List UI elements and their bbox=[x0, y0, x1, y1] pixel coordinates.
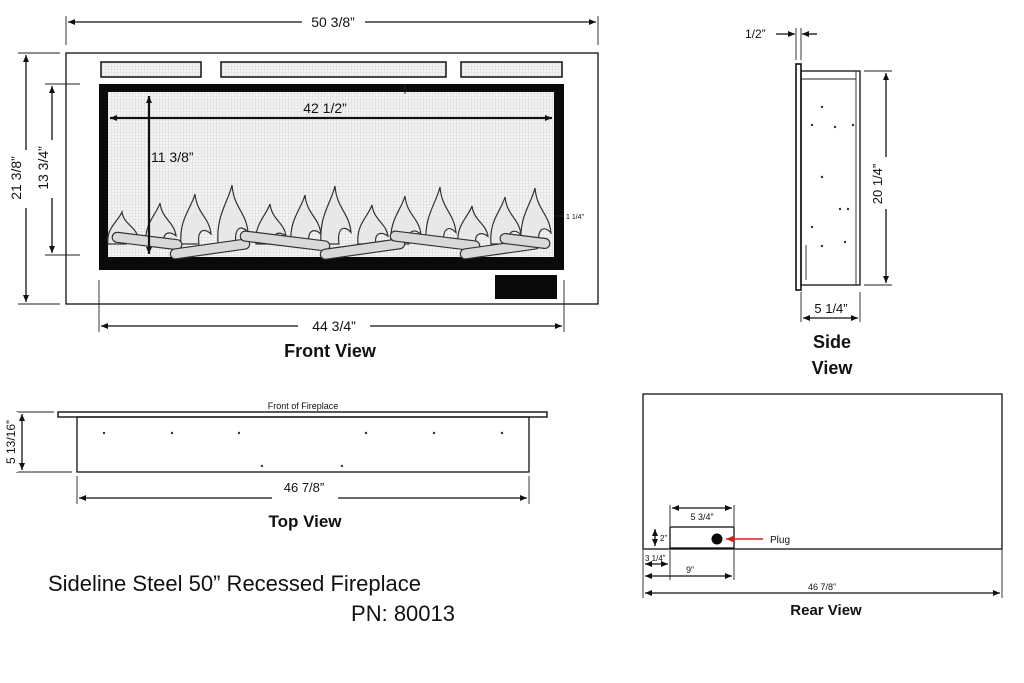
vent-center bbox=[221, 62, 446, 77]
rear-box-height: 2” bbox=[660, 534, 668, 543]
front-frame-top: 1 1/4” bbox=[408, 87, 426, 94]
front-overall-height: 21 3/8” bbox=[8, 156, 24, 200]
front-body-width: 44 3/4” bbox=[312, 318, 356, 334]
vent-left bbox=[101, 62, 201, 77]
rear-overall-width: 46 7/8” bbox=[807, 582, 837, 592]
side-height: 20 1/4” bbox=[870, 163, 885, 205]
side-flange-depth: 1/2” bbox=[745, 27, 766, 41]
top-view bbox=[4, 401, 547, 531]
front-glass-width: 42 1/2” bbox=[303, 100, 347, 116]
front-glass-height: 11 3/8” bbox=[151, 149, 194, 165]
rear-view-title: Rear View bbox=[790, 602, 862, 619]
front-of-fireplace-caption: Front of Fireplace bbox=[267, 401, 339, 411]
side-view-title-line2: View bbox=[811, 358, 853, 378]
rear-junction-box bbox=[670, 527, 734, 548]
side-body bbox=[801, 71, 860, 285]
side-flange bbox=[796, 64, 801, 290]
top-screw-holes bbox=[103, 432, 503, 467]
plug-label: Plug bbox=[770, 535, 791, 546]
top-depth: 5 13/16” bbox=[4, 419, 18, 465]
front-view bbox=[8, 14, 598, 361]
front-overall-width: 50 3/8” bbox=[311, 14, 355, 30]
top-body bbox=[77, 417, 529, 472]
side-screw-holes bbox=[811, 106, 854, 247]
control-panel bbox=[495, 275, 557, 299]
rear-panel bbox=[643, 394, 1002, 549]
part-number: PN: 80013 bbox=[351, 601, 455, 626]
product-title-block bbox=[48, 571, 455, 626]
top-width: 46 7/8” bbox=[283, 480, 325, 495]
top-flange bbox=[58, 412, 547, 417]
side-view bbox=[745, 27, 894, 378]
top-view-title: Top View bbox=[268, 512, 342, 531]
front-opening-height: 13 3/4” bbox=[35, 146, 51, 190]
product-title: Sideline Steel 50” Recessed Fireplace bbox=[48, 571, 421, 596]
side-view-title-line1: Side bbox=[812, 332, 852, 352]
vent-right bbox=[461, 62, 562, 77]
plug-hole bbox=[712, 534, 723, 545]
rear-plug-offset: 9” bbox=[685, 565, 695, 575]
rear-box-width: 5 3/4” bbox=[690, 512, 714, 522]
rear-view bbox=[643, 394, 1002, 619]
front-frame-side: 1 1/4” bbox=[566, 214, 584, 221]
front-view-title: Front View bbox=[284, 341, 376, 361]
rear-box-offset: 3 1/4” bbox=[645, 554, 666, 563]
side-depth: 5 1/4” bbox=[814, 301, 848, 316]
